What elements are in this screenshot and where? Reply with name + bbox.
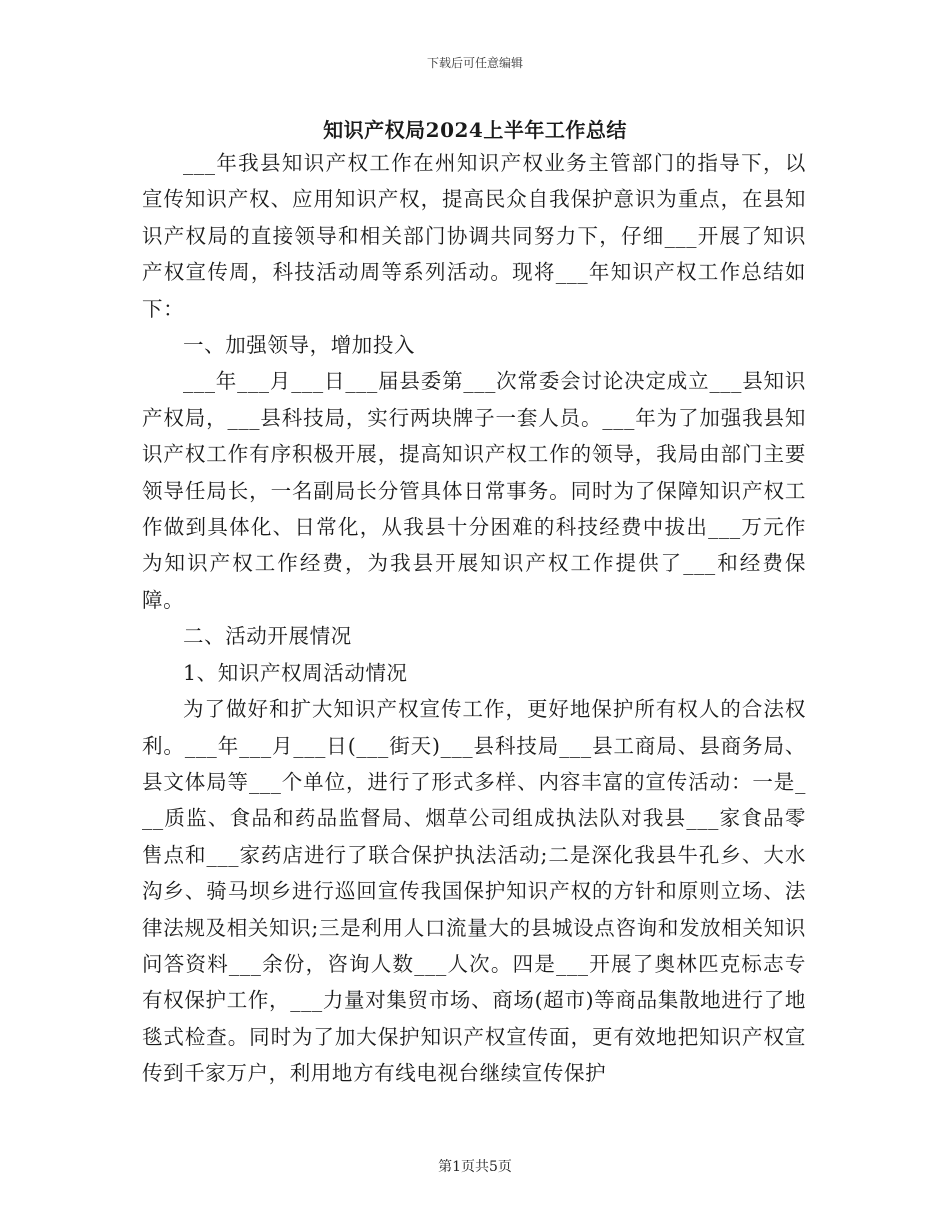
paragraph-intro: ___年我县知识产权工作在州知识产权业务主管部门的指导下，以宣传知识产权、应用知识产权，提高民众自我保护意识为重点，在县知识产权局的直接领导和相关部门协调共同努力下，仔细___开展了知识产权宣传周，科技活动周等系列活动。现将___年知识产权工作总结如下： bbox=[142, 151, 806, 321]
paragraph-section-1: ___年___月___日___届县委第___次常委会讨论决定成立___县知识产权局，___县科技局，实行两块牌子一套人员。___年为了加强我县知识产权工作有序积极开展，提高知识产权工作的领导，我局由部门主要领导任局长，一名副局长分管具体日常事务。同时为了保障知识产权工作做到具体化、日常化，从我县十分困难的科技经费中拔出___万元作为知识产权工作经费，为我县开展知识产权工作提供了___和经费保障。 bbox=[142, 369, 806, 612]
document-title: 知识产权局2024上半年工作总结 bbox=[323, 118, 627, 142]
page-footer: 第1页共5页 bbox=[438, 1159, 512, 1175]
document-body bbox=[142, 145, 806, 1092]
paragraph-subsection-1: 为了做好和扩大知识产权宣传工作，更好地保护所有权人的合法权利。___年___月___日(___街天)___县科技局___县工商局、县商务局、县文体局等___个单位，进行了形式多样、内容丰富的宣传活动：一是___质监、食品和药品监督局、烟草公司组成执法队对我县___家食品零售点和___家药店进行了联合保护执法活动;二是深化我县牛孔乡、大水沟乡、骑马坝乡进行巡回宣传我国保护知识产权的方针和原则立场、法律法规及相关知识;三是利用人口流量大的县城设点咨询和发放相关知识问答资料___余份，咨询人数___人次。四是___开展了奥林匹克标志专有权保护工作，___力量对集贸市场、商场(超市)等商品集散地进行了地毯式检查。同时为了加大保护知识产权宣传面，更有效地把知识产权宣传到千家万户，利用地方有线电视台继续宣传保护 bbox=[142, 697, 806, 1086]
heading-subsection-1: 1、知识产权周活动情况 bbox=[183, 660, 408, 685]
heading-section-2: 二、活动开展情况 bbox=[183, 624, 352, 649]
heading-section-1: 一、加强领导，增加投入 bbox=[183, 333, 416, 358]
header-note: 下载后可任意编辑 bbox=[426, 56, 523, 70]
